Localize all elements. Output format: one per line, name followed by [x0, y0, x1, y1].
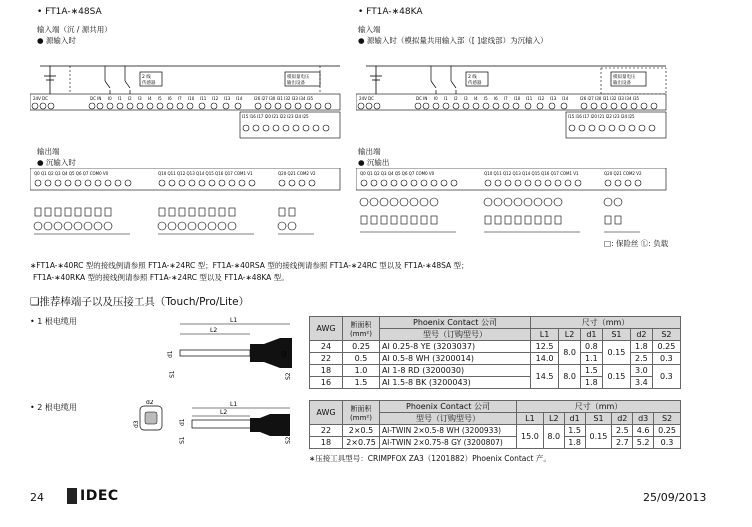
svg-text:Q20 Q21 COM2 V2: Q20 Q21 COM2 V2 — [278, 171, 316, 176]
sensor-box-text: 2 线 — [142, 75, 151, 80]
svg-text:I0: I0 — [108, 96, 112, 101]
svg-text:I3: I3 — [464, 96, 468, 101]
svg-text:I11: I11 — [200, 96, 207, 101]
svg-text:I4: I4 — [474, 96, 478, 101]
double-ferrule-table: AWG 断面积 (mm²) Phoenix Contact 公司 尺寸（mm） 型号（订购型号） L1 L2 d1 S1 d2 d3 S2 22 2×0.5 AI-TWIN 2×0.5-8 WH (3200933) 15.0 8.0 1.5 0.15 2.5 4.6 0.25 18 2×0.75 AI-TWIN 2×0.75-8 GY (3200807) 1.8 2.7 5.2 0.3 — [309, 400, 681, 449]
diagram-left-input-title: 输入端（沉 / 源共用） — [37, 25, 112, 34]
svg-text:输出设备: 输出设备 — [287, 81, 305, 86]
svg-text:Q0 Q1 Q2 Q3 Q4 Q5 Q6 Q7 COM0 V: Q0 Q1 Q2 Q3 Q4 Q5 Q6 Q7 COM0 V0 — [34, 171, 109, 176]
svg-text:I6: I6 — [494, 96, 498, 101]
svg-text:I14: I14 — [236, 96, 243, 101]
svg-text:Q10 Q11 Q12 Q13 Q14 Q15 Q16 Q1: Q10 Q11 Q12 Q13 Q14 Q15 Q16 Q17 COM1 V1 — [484, 171, 579, 176]
single-ferrule-drawing — [160, 316, 300, 388]
svg-text:d3: d3 — [133, 420, 140, 428]
diagram-right-title: • FT1A-∗48KA — [358, 7, 423, 17]
svg-text:I15 I16 I17 I20 I21 I22 I23 I2: I15 I16 I17 I20 I21 I22 I23 I24 I25 — [568, 114, 635, 119]
diagram-right-output-title: 输出端 — [358, 147, 381, 156]
svg-text:I1: I1 — [444, 96, 448, 101]
svg-text:24V DC: 24V DC — [33, 96, 48, 101]
svg-text:I0: I0 — [434, 96, 438, 101]
diagram-left-output-sub: ● 沉输入时 — [37, 158, 76, 167]
svg-text:DC IN: DC IN — [416, 96, 428, 101]
diagram-left-output-title: 输出端 — [37, 147, 60, 156]
diagram-right-input-sub: ● 源输入时（模拟量共用输入部（[ ]虚线部）为沉输入） — [358, 36, 548, 45]
svg-text:S1: S1 — [179, 436, 186, 444]
svg-text:Q0 Q1 Q2 Q3 Q4 Q5 Q6 Q7 COM0 V: Q0 Q1 Q2 Q3 Q4 Q5 Q6 Q7 COM0 V0 — [360, 171, 435, 176]
diagram-right-output-sub: ● 沉输出 — [358, 158, 390, 167]
svg-text:Q10 Q11 Q12 Q13 Q14 Q15 Q16 Q1: Q10 Q11 Q12 Q13 Q14 Q15 Q16 Q17 COM1 V1 — [158, 171, 253, 176]
svg-text:DC IN: DC IN — [90, 96, 102, 101]
single-cable-label: • 1 根电缆用 — [30, 317, 77, 326]
table-row: 18 2×0.75 AI-TWIN 2×0.75-8 GY (3200807) 1.8 2.7 5.2 0.3 — [310, 437, 681, 449]
svg-text:I12: I12 — [212, 96, 219, 101]
svg-text:S2: S2 — [285, 436, 292, 444]
diagram-right-output-wiring — [356, 168, 676, 240]
diagram-left-title: • FT1A-∗48SA — [37, 7, 102, 17]
idec-logo-icon — [67, 488, 77, 504]
svg-text:d1: d1 — [167, 350, 174, 358]
wiring-note-line2: FT1A-∗40RKA 型的接线例请参照 FT1A-∗24RC 型以及 FT1A-∗48KA 型。 — [33, 273, 289, 282]
svg-text:模拟量电压: 模拟量电压 — [287, 75, 310, 80]
table-row: 16 1.5 AI 1.5-8 BK (3200043) 1.8 3.4 — [310, 377, 681, 389]
svg-text:L2: L2 — [210, 327, 218, 334]
svg-text:I13: I13 — [550, 96, 557, 101]
svg-text:输出设备: 输出设备 — [613, 81, 631, 86]
svg-text:2 线: 2 线 — [468, 75, 477, 80]
svg-text:24V DC: 24V DC — [359, 96, 374, 101]
svg-text:L2: L2 — [220, 409, 228, 416]
svg-text:S1: S1 — [169, 370, 176, 378]
svg-text:I10: I10 — [514, 96, 521, 101]
page-date: 25/09/2013 — [643, 491, 707, 504]
svg-text:I4: I4 — [148, 96, 152, 101]
svg-text:I1: I1 — [118, 96, 122, 101]
wiring-note-line1: ∗FT1A-∗40RC 型的接线例请参照 FT1A-∗24RC 型；FT1A-∗40RSA 型的接线例请参照 FT1A-∗24RC 型以及 FT1A-∗48SA 型； — [30, 261, 469, 270]
svg-text:I26 I27 I30 I31 I32 I33 I34 I3: I26 I27 I30 I31 I32 I33 I34 I35 — [254, 96, 314, 101]
svg-text:I5: I5 — [484, 96, 488, 101]
table-row: 24 0.25 AI 0.25-8 YE (3203037) 12.5 8.0 0.8 0.15 1.8 0.25 — [310, 341, 681, 353]
svg-text:模拟量电压: 模拟量电压 — [613, 75, 636, 80]
table-row: 22 2×0.5 AI-TWIN 2×0.5-8 WH (3200933) 15.0 8.0 1.5 0.15 2.5 4.6 0.25 — [310, 425, 681, 437]
svg-text:d2: d2 — [146, 400, 154, 406]
svg-text:I11: I11 — [526, 96, 533, 101]
svg-text:I12: I12 — [538, 96, 545, 101]
svg-text:S2: S2 — [285, 372, 292, 380]
table-row: 22 0.5 AI 0.5-8 WH (3200014) 14.0 1.1 2.5 0.3 — [310, 353, 681, 365]
dim-L1: L1 — [230, 317, 238, 324]
svg-text:L1: L1 — [230, 401, 238, 408]
svg-text:Q20 Q21 COM2 V2: Q20 Q21 COM2 V2 — [604, 171, 642, 176]
svg-text:I13: I13 — [224, 96, 231, 101]
svg-text:I14: I14 — [562, 96, 569, 101]
svg-text:I26 I27 I30 I31 I32 I33 I34 I3: I26 I27 I30 I31 I32 I33 I34 I35 — [580, 96, 640, 101]
svg-text:I7: I7 — [178, 96, 182, 101]
crimp-tool-footnote: ∗压接工具型号：CRIMPFOX ZA3（1201882）Phoenix Contact 产。 — [309, 454, 551, 463]
diagram-left-output-wiring — [30, 168, 350, 240]
svg-text:传感器: 传感器 — [468, 81, 482, 86]
svg-text:d1: d1 — [179, 418, 186, 426]
svg-text:I10: I10 — [188, 96, 195, 101]
svg-text:传感器: 传感器 — [142, 81, 156, 86]
single-ferrule-table: AWG 断面积 (mm²) Phoenix Contact 公司 尺寸（mm） 型号（订购型号） L1 L2 d1 S1 d2 S2 24 0.25 AI 0.25-8 YE (3203037) 12.5 8.0 0.8 0.15 1.8 0.25 22 0.5 AI 0.5-8 WH (3200014) 14.0 1.1 2.5 0.3 18 1.0 AI 1-8 RD (3200030) 14.5 8.0 1.5 0.15 3.0 0.3 16 1.5 AI 1.5-8 BK (3200043) 1.8 3.4 — [309, 316, 681, 389]
svg-text:I7: I7 — [504, 96, 508, 101]
diagram-left-input-sub: ● 源输入时 — [37, 36, 76, 45]
page-number: 24 — [30, 491, 44, 504]
svg-text:I6: I6 — [168, 96, 172, 101]
table-row: 18 1.0 AI 1-8 RD (3200030) 14.5 8.0 1.5 0.15 3.0 0.3 — [310, 365, 681, 377]
section-title: ❑推荐棒端子以及压接工具（Touch/Pro/Lite） — [30, 296, 250, 308]
double-cable-label: • 2 根电缆用 — [30, 403, 77, 412]
diagram-right-legend: □: 保险丝 Ⓛ: 负载 — [604, 239, 669, 248]
svg-text:I2: I2 — [128, 96, 132, 101]
diagram-left-input-wiring — [30, 46, 350, 146]
diagram-right-input-wiring — [356, 46, 676, 146]
svg-text:I2: I2 — [454, 96, 458, 101]
double-ferrule-drawing — [130, 400, 300, 450]
diagram-right-input-title: 输入端 — [358, 25, 381, 34]
idec-logo: IDEC — [67, 488, 119, 504]
svg-text:I15 I16 I17 I20 I21 I22 I23 I2: I15 I16 I17 I20 I21 I22 I23 I24 I25 — [242, 114, 309, 119]
svg-text:I3: I3 — [138, 96, 142, 101]
svg-text:d2: d2 — [281, 350, 288, 358]
svg-text:I5: I5 — [158, 96, 162, 101]
